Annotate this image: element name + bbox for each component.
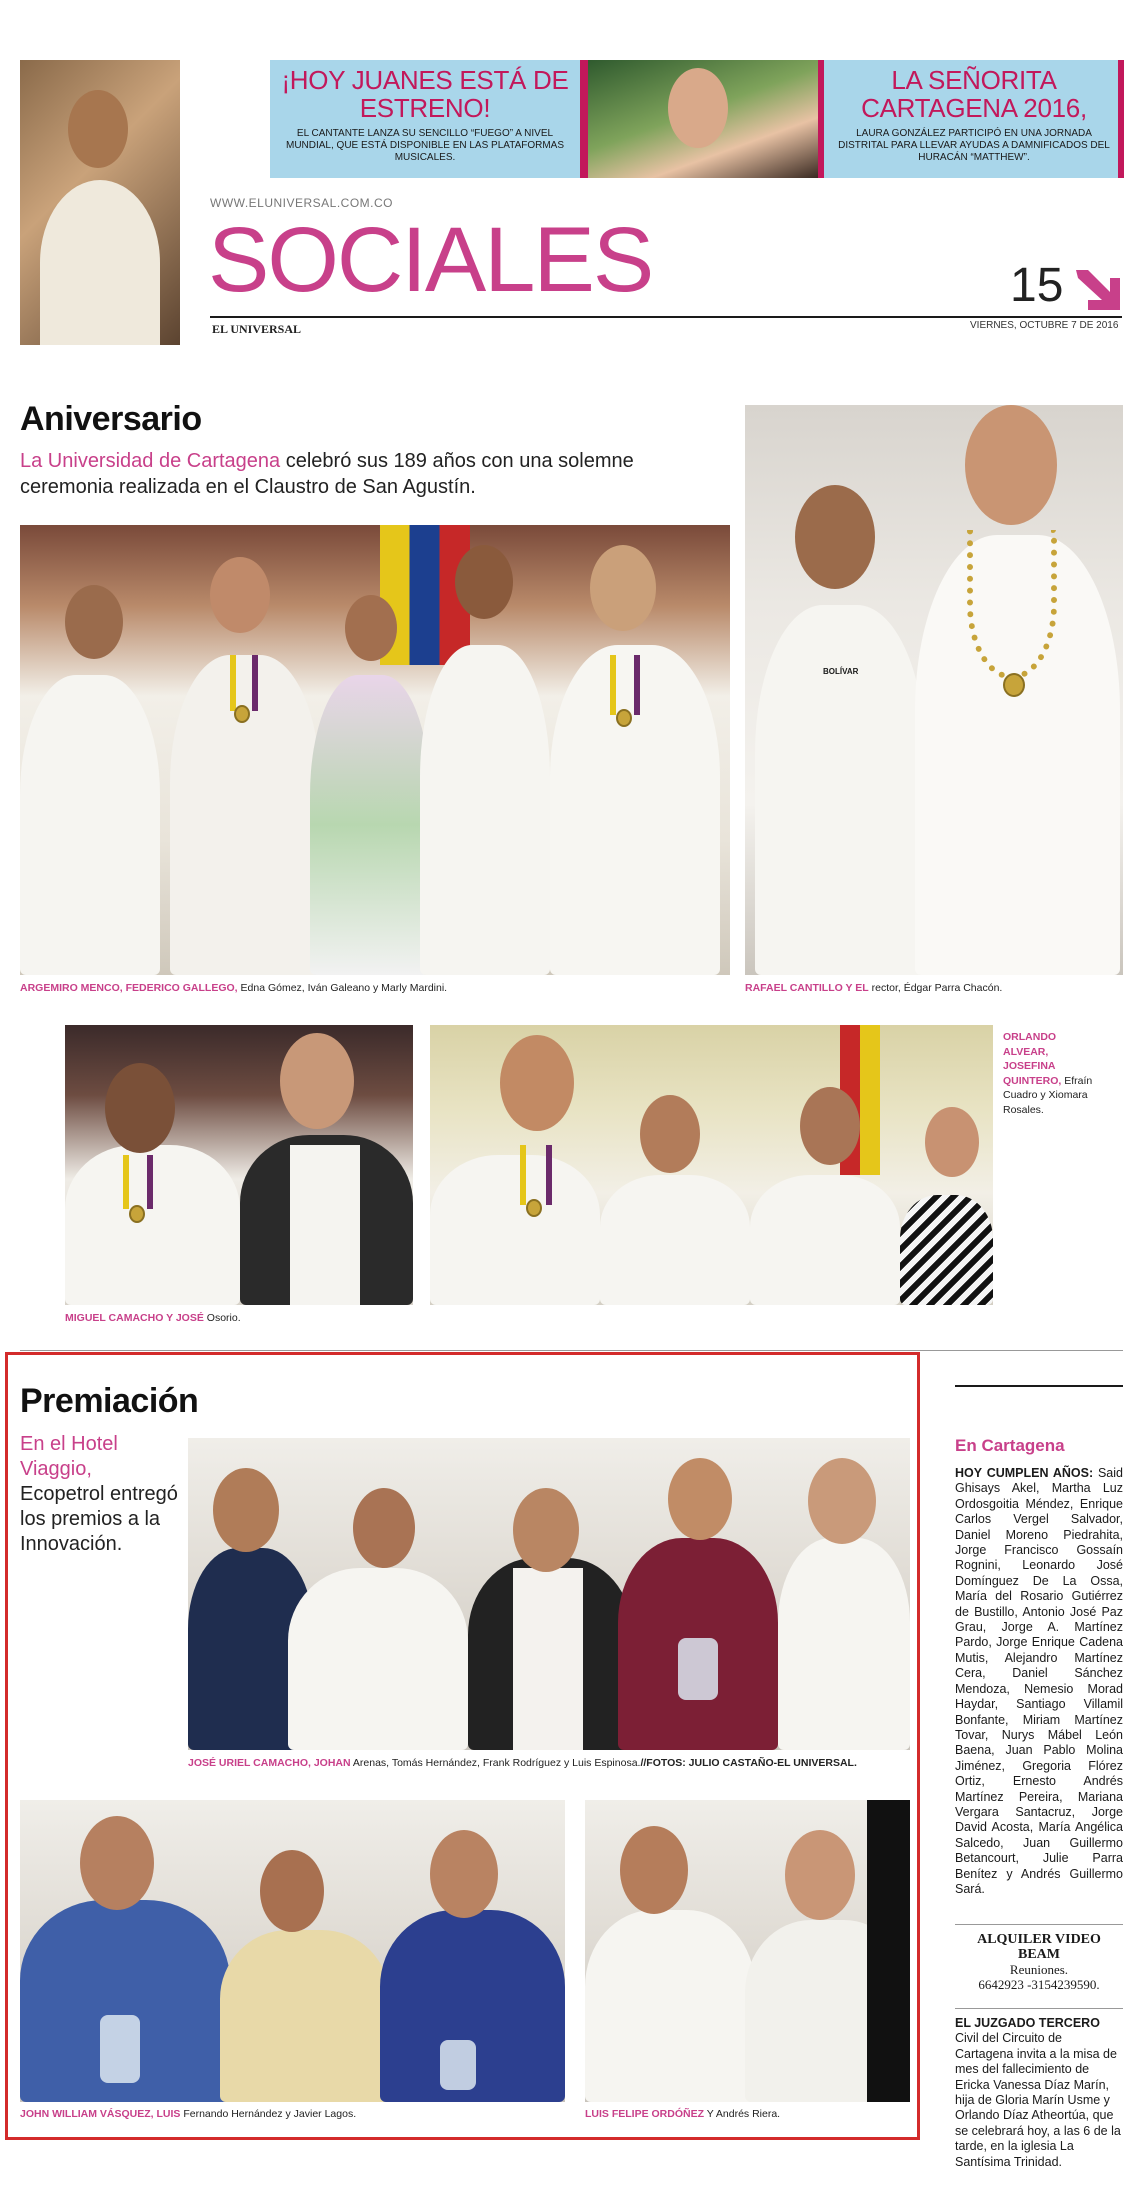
- bolivar-logo-text: BOLÍVAR: [823, 667, 859, 676]
- classified-video-beam[interactable]: [955, 1932, 1123, 1992]
- caption-premiacion-group-names: JOSÉ URIEL CAMACHO, JOHAN: [188, 1757, 351, 1769]
- caption-osorio: [65, 1312, 413, 1325]
- caption-ordonez-rest: Y Andrés Riera.: [704, 2108, 781, 2120]
- classified-rule-bottom: [955, 2008, 1123, 2009]
- caption-innovacion-rest: Fernando Hernández y Javier Lagos.: [180, 2108, 357, 2120]
- classified-line1: Reuniones.: [1009, 1962, 1069, 1977]
- header-rule: [210, 316, 1122, 318]
- caption-premiacion-group: [188, 1757, 910, 1770]
- birthdays-label: HOY CUMPLEN AÑOS:: [955, 1466, 1094, 1480]
- award-trophy-2: [100, 2015, 140, 2083]
- teaser-juanes[interactable]: [270, 60, 580, 178]
- birthdays-names: Said Ghisays Akel, Martha Luz Ordosgoitia Méndez, Enrique Carlos Vergel Salvador, Daniel Moreno Piedrahita, Jorge Francisco Gossaín Rognini, Leonardo José Domínguez De La Ossa, María del Rosario Gutiérrez de Bustillo, Antonio José Paz Grau, Jorge A. Martínez Pardo, Jorge Enrique Cadena Mutis, Alejandro Martínez Cera, Daniel Sánchez Mendoza, Nemesio Morad Haydar, Santiago Villamil Bonfante, Miriam Martínez Tovar, Nurys Mábel León Baena, Juan Pablo Molina Jiménez, Gregoria Flórez Ortiz, Ernesto Andrés Martínez Pereira, Mariana Vergara Santacruz, Jorge David Acosta, María Angélica Salcedo, Juan Guillermo Betancourt, Julie Parra Benítez y Andrés Guillermo Sará.: [955, 1466, 1123, 1896]
- medal-chain: [967, 530, 1057, 680]
- birthdays-text: [955, 1466, 1123, 1897]
- date: VIERNES, OCTUBRE 7 DE 2016: [970, 320, 1119, 331]
- photo-credit: //FOTOS: JULIO CASTAÑO-EL UNIVERSAL.: [640, 1757, 857, 1769]
- aniversario-photo-alvear: [430, 1025, 993, 1305]
- paper-name: EL UNIVERSAL: [212, 322, 302, 336]
- column-top-rule: [955, 1385, 1123, 1387]
- teaser-divider-left: [580, 60, 588, 178]
- aniversario-deck: [20, 448, 720, 500]
- caption-alvear-names: ORLANDO ALVEAR, JOSEFINA QUINTERO,: [1003, 1031, 1062, 1087]
- caption-innovacion-names: JOHN WILLIAM VÁSQUEZ, LUIS: [20, 2108, 181, 2120]
- caption-group-rest: Edna Gómez, Iván Galeano y Marly Mardini.: [237, 982, 448, 994]
- juanes-photo: [20, 60, 180, 345]
- caption-innovacion: [20, 2108, 565, 2121]
- face-shape-2: [668, 68, 728, 148]
- aniversario-photo-osorio: [65, 1025, 413, 1305]
- caption-rector: [745, 982, 1123, 995]
- caption-alvear-rest: Efraín Cuadro y Xiomara Rosales.: [1003, 1074, 1093, 1116]
- award-trophy-3: [440, 2040, 476, 2090]
- classified-phone: 6642923 -3154239590.: [978, 1977, 1100, 1992]
- section-title: SOCIALES: [208, 209, 653, 311]
- premiacion-title: Premiación: [20, 1382, 199, 1420]
- caption-premiacion-group-rest: Arenas, Tomás Hernández, Frank Rodríguez y Luis Espinosa.: [350, 1757, 641, 1769]
- premiacion-deck-rest: Ecopetrol entregó los premios a la Innovación.: [20, 1483, 178, 1555]
- premiacion-photo-group: [188, 1438, 910, 1750]
- caption-rector-names: RAFAEL CANTILLO Y EL: [745, 982, 869, 994]
- caption-ordonez: [585, 2108, 910, 2121]
- classified-rule-top: [955, 1924, 1123, 1925]
- notice-text: [955, 2016, 1123, 2170]
- aniversario-deck-rest: celebró sus 189 años con una solemne ceremonia realizada en el Claustro de San Agustín.: [20, 450, 634, 498]
- caption-osorio-rest: Osorio.: [203, 1312, 241, 1324]
- notice-label: EL JUZGADO TERCERO: [955, 2016, 1100, 2030]
- en-cartagena-title: En Cartagena: [955, 1436, 1065, 1455]
- premiacion-deck: [20, 1432, 180, 1557]
- aniversario-deck-accent: La Universidad de Cartagena: [20, 450, 281, 472]
- caption-group-names: ARGEMIRO MENCO, FEDERICO GALLEGO,: [20, 982, 238, 994]
- page-number: 15: [1010, 259, 1064, 312]
- caption-osorio-names: MIGUEL CAMACHO Y JOSÉ: [65, 1312, 204, 1324]
- teaser-juanes-text: EL CANTANTE LANZA SU SENCILLO “FUEGO” A NIVEL MUNDIAL, QUE ESTÁ DISPONIBLE EN LAS PLATAFORMAS MUSICALES.: [285, 128, 565, 163]
- teaser-edge-right: [1118, 60, 1124, 178]
- caption-ordonez-names: LUIS FELIPE ORDÓÑEZ: [585, 2108, 705, 2120]
- aniversario-photo-rector: [745, 405, 1123, 975]
- premiacion-deck-accent: En el Hotel Viaggio,: [20, 1433, 118, 1480]
- aniversario-photo-group: [20, 525, 730, 975]
- teaser-senorita-text: LAURA GONZÁLEZ PARTICIPÓ EN UNA JORNADA DISTRITAL PARA LLEVAR AYUDAS A DAMNIFICADOS DEL HURACÁN “MATTHEW”.: [838, 128, 1110, 163]
- arrow-down-right-icon: [1072, 266, 1122, 312]
- caption-group: [20, 982, 720, 995]
- dark-edge: [867, 1800, 910, 2102]
- caption-alvear: [1003, 1030, 1103, 1117]
- classified-title: ALQUILER VIDEO BEAM: [977, 1932, 1101, 1962]
- site-url[interactable]: WWW.ELUNIVERSAL.COM.CO: [210, 196, 394, 210]
- award-trophy: [678, 1638, 718, 1700]
- section-divider: [20, 1350, 1123, 1351]
- aniversario-title: Aniversario: [20, 400, 202, 438]
- teaser-senorita[interactable]: [824, 60, 1124, 178]
- face-shape: [68, 90, 128, 168]
- teaser-juanes-headline: ¡HOY JUANES ESTÁ DE ESTRENO!: [281, 65, 569, 123]
- shirt-shape: [40, 180, 160, 345]
- notice-body: Civil del Circuito de Cartagena invita a la misa de mes del fallecimiento de Ericka Vanessa Díaz Marín, hija de Gloria Marín Usme y Orlando Díaz Atheortúa, que se celebrará hoy, a las 6 de la tarde, en la iglesia La Santísima Trinidad.: [955, 2031, 1121, 2169]
- premiacion-photo-ordonez: [585, 1800, 910, 2102]
- premiacion-photo-innovacion: [20, 1800, 565, 2102]
- caption-rector-rest: rector, Édgar Parra Chacón.: [868, 982, 1003, 994]
- senorita-cartagena-photo: [588, 60, 818, 178]
- teaser-senorita-headline: LA SEÑORITA CARTAGENA 2016,: [861, 65, 1087, 123]
